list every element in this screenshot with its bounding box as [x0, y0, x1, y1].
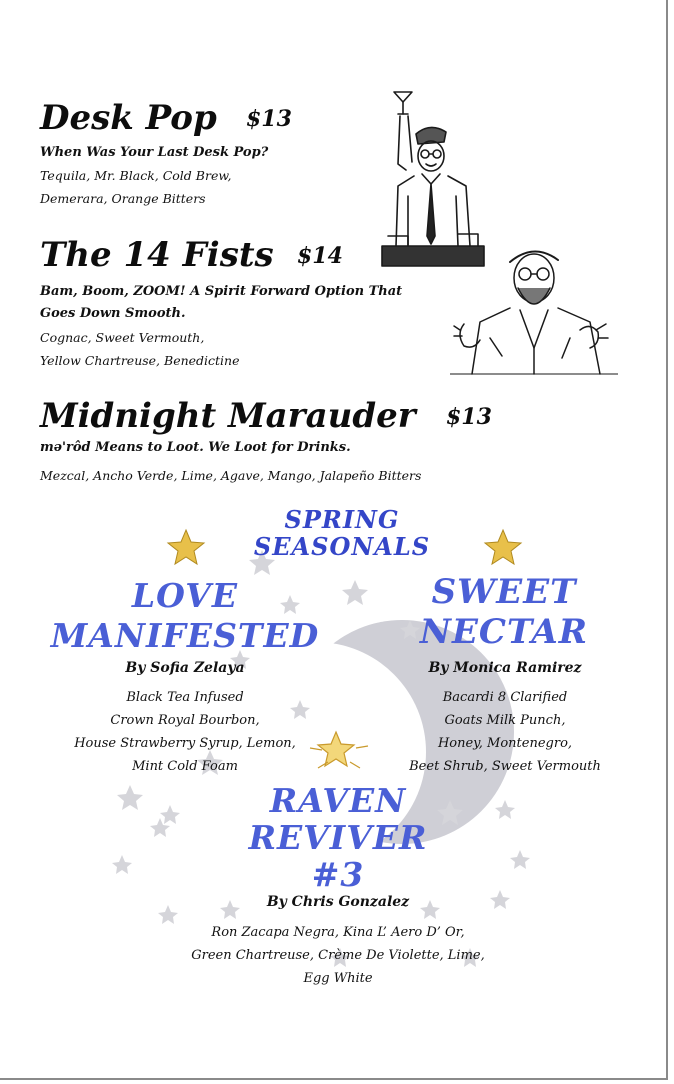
seasonal-name-love-manifested [50, 576, 320, 656]
ingredient-line: Honey, Montenegro, [437, 736, 573, 751]
ingredient-line: Crown Royal Bourbon, [110, 713, 260, 728]
name-line: MANIFESTED [50, 616, 320, 655]
seasonal-name-raven-reviver [218, 782, 458, 893]
tagline-line: Bam, Boom, ZOOM! A Spirit Forward Option That [40, 284, 403, 299]
gold-star-right-icon [485, 530, 521, 564]
seasonal-ingredients-love-manifested [40, 686, 330, 778]
ingredient-line: Egg White [303, 971, 373, 986]
tagline-line: Goes Down Smooth. [40, 306, 186, 321]
drink-ingredients-14-fists [40, 326, 240, 372]
drink-tagline-desk-pop: When Was Your Last Desk Pop? [40, 145, 269, 160]
drink-price-desk-pop: $13 [246, 106, 292, 132]
ingredient-line: Goats Milk Punch, [444, 713, 566, 728]
illustration-bearded-man [450, 238, 618, 378]
ingredient-line: Bacardi 8 Clarified [442, 690, 568, 705]
ingredient-line: Tequila, Mr. Black, Cold Brew, [40, 168, 232, 183]
drink-name-desk-pop: Desk Pop [40, 98, 217, 138]
ingredient-line: Yellow Chartreuse, Benedictine [40, 353, 240, 368]
ingredient-line: Ron Zacapa Negra, Kina L’ Aero D’ Or, [211, 925, 465, 940]
ingredient-line: House Strawberry Syrup, Lemon, [74, 736, 296, 751]
ingredient-line: Mezcal, Ancho Verde, Lime, Agave, Mango, Jalapeño Bitters [40, 468, 422, 483]
drink-name-midnight-marauder: Midnight Marauder [40, 396, 416, 436]
heading-line: SEASONALS [253, 532, 431, 561]
spring-seasonals-heading [237, 506, 447, 560]
name-line: #3 [311, 855, 365, 894]
ingredient-line: Cognac, Sweet Vermouth, [40, 330, 205, 345]
name-line: LOVE [131, 576, 239, 615]
seasonal-byline-raven-reviver: By Chris Gonzalez [266, 894, 410, 910]
seasonal-name-sweet-nectar [404, 572, 604, 652]
name-line: REVIVER [248, 818, 428, 857]
seasonal-byline-love-manifested: By Sofia Zelaya [125, 660, 245, 676]
seasonal-ingredients-sweet-nectar [390, 686, 620, 778]
drink-tagline-14-fists [40, 281, 402, 325]
drink-ingredients-desk-pop [40, 164, 232, 210]
ingredient-line: Green Chartreuse, Crème De Violette, Lime, [191, 948, 485, 963]
name-line: SWEET [431, 572, 577, 612]
drink-price-14-fists: $14 [297, 243, 343, 269]
ingredient-line: Beet Shrub, Sweet Vermouth [409, 759, 601, 774]
name-line: NECTAR [419, 612, 589, 652]
heading-line: SPRING [284, 505, 400, 534]
drink-name-14-fists: The 14 Fists [40, 235, 274, 275]
ingredient-line: Demerara, Orange Bitters [40, 191, 206, 206]
drink-price-midnight-marauder: $13 [446, 404, 492, 430]
ingredient-line: Black Tea Infused [126, 690, 244, 705]
gold-star-left-icon [168, 530, 204, 564]
drink-tagline-midnight-marauder: mə'rôd Means to Loot. We Loot for Drinks. [40, 440, 351, 455]
drink-ingredients-midnight-marauder [40, 464, 421, 487]
seasonal-byline-sweet-nectar: By Monica Ramirez [428, 660, 582, 676]
name-line: RAVEN [269, 781, 407, 820]
ingredient-line: Mint Cold Foam [132, 759, 238, 774]
seasonal-ingredients-raven-reviver [158, 921, 518, 990]
